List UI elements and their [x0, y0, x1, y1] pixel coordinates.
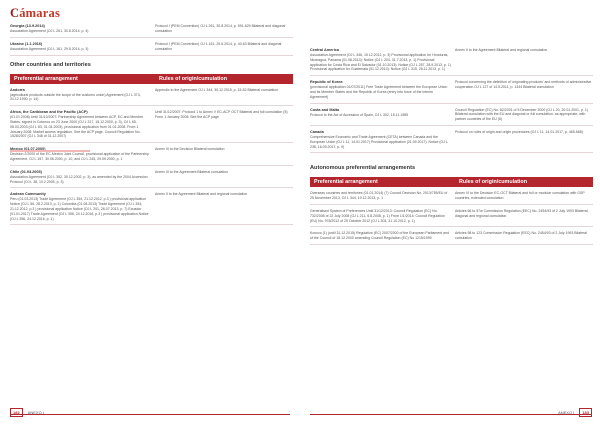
table-row [310, 76, 593, 103]
left-table-header [10, 74, 293, 84]
left-table-body [10, 84, 293, 226]
arrangement-cell [310, 108, 451, 122]
arrangement-cell [10, 170, 151, 185]
rules-cell [455, 191, 593, 201]
country-name: Central America [310, 48, 339, 52]
page-number-right: 183 [579, 408, 592, 417]
arrangement-text: (agricultural products outside the scope of the customs union) Agreement (OJ L 374, 31.12.1990, p. 14) [10, 92, 141, 102]
left-column [10, 20, 293, 225]
arrangement-text: Overseas countries and territories (01.01.2014) (7) Council Decision No. 2013/755/EU of 25 November 2013, OJ L 344, 19.12.2013, p. 1 [310, 191, 448, 201]
rules-cell [155, 192, 293, 221]
arrangement-cell [10, 24, 151, 34]
footer-rule-right [310, 414, 592, 415]
rules-cell [155, 42, 293, 52]
footer-label-right: ANEXO I [558, 410, 575, 415]
right-header-arrangement: Preferential arrangement [314, 179, 378, 186]
rules-cell [455, 130, 593, 149]
rules-text: Council Regulation (EC) No. 82/2001 of 5 December 2000 (OJ L 20, 20.01.2001, p. 1) Bilateral cumulation with the EU and diagonal or full cumulation, as appropriate, with partner countries of the EU (6) [455, 107, 588, 122]
right-table-header [310, 177, 593, 187]
page-number-left: 182 [10, 408, 23, 417]
table-row [310, 187, 593, 205]
rules-text: Annex VI to the Decision EC-OCT Bilateral and full or modular cumulation with GSP countries, extended cumulation [455, 191, 585, 201]
right-table-body-2 [310, 187, 593, 245]
right-table-body [310, 44, 593, 153]
arrangement-cell [10, 192, 151, 221]
table-row [310, 126, 593, 153]
table-row [10, 188, 293, 225]
rules-text: Protocol I (PEM Convention) OJ L 261, 30.8.2014, p. 591-629 Bilateral and diagonal cumulation [155, 24, 286, 33]
rules-text: Articles 66 to 97w Commission Regulation (EEC) No. 2454/93 of 2 July 1993 Bilateral, diagonal and regional cumulation [455, 208, 589, 218]
arrangement-text: Association Agreement (OJ L 161, 29.5.2014, p. 3) [10, 46, 89, 51]
arrangement-cell [310, 80, 451, 99]
rules-cell [455, 209, 593, 223]
country-name: Ukraine (1.1.2016) [10, 41, 43, 46]
rules-text: Annex II to the Agreement Bilateral and regional cumulation [155, 192, 248, 197]
rules-text: Protocol I (PEM Convention) OJ L 161, 29.5.2014, p. 40-63 Bilateral and diagonal cumulation [155, 41, 282, 51]
arrangement-text: Association Agreement (OJ L 261, 30.8.2014, p. 4) [10, 29, 89, 33]
table-row [310, 227, 593, 245]
country-name: Andean Community [10, 192, 46, 197]
rules-cell [455, 108, 593, 122]
footer-label-left: ANEXO I [27, 410, 44, 415]
footer-right [558, 408, 592, 417]
rules-text: Protocol on rules of origin and origin procedures (OJ L 11, 14.01.2017, p. 465-568) [455, 129, 583, 134]
country-name: Republic of Korea [310, 80, 343, 85]
table-row [10, 38, 293, 56]
table-row [10, 20, 293, 38]
rules-text: Annex II to the Agreement Bilateral and regional cumulation [455, 48, 548, 52]
arrangement-cell [310, 191, 451, 201]
arrangement-text: Association Agreement (OJ L 346, 15.12.2012, p. 3) Provisional application for Honduras, Nicaragua, Panama (01.08.2013): Notice (OJ L 204, 31.7.2013, p. 1) Provisional application for Costa Rica and El Salvador (01.10.2013): Notice (OJ L 257, 28.9.2013, p. 1) Provisional application for Guatemala (01.12.2013): Notice (OJ L 315, 26.11.2013, p. 1) [310, 53, 451, 72]
table-row [10, 106, 293, 143]
country-name: Chile (01.03.2005) [10, 169, 42, 174]
arrangement-cell [310, 231, 451, 241]
country-name: Costa and Malta [310, 107, 340, 112]
rules-cell [155, 88, 293, 103]
rules-text: Appendix to the Agreement OJ L 344, 30.12.2015, p. 15-52 Bilateral cumulation [155, 87, 279, 92]
country-name: Canada [310, 129, 324, 134]
rules-text: Protocol concerning the definition of 'originating products' and methods of administrative cooperation OJ L 127 of 14.5.2011, p. 1344 Bilateral cumulation [455, 80, 592, 89]
arrangement-text: (01.01.2008) Until 31/12/2007: Partnership Agreement between ACP, EC and Member States, signed in Cotonou on 23 June 2000 (OJ L 317, 15.12.2000, p. 3), OJ L 65, 08.03.2003 (OJ L 83, 01.04.2003), provisional application from 01.01.2008. From 1 January 2008: Market access regulation. See the ACP page. Council Regulation No. 1528/2007 (OJ L 348 of 31.12.2007) [10, 115, 144, 139]
arrangement-text: Association Agreement (OJ L 352, 30.12.2002, p. 3), as amended by the 2004 Accession Protocol (OJ L 38, 10.2.2005, p. 3) [10, 174, 148, 184]
arrangement-text: Decision 2/2000 of the EC-Mexico Joint Council, provisional application of the Partnership Agreement, OJ L 157, 30.06.2000, p. 10, and OJ L 245, 29.09.2000, p. 1 [10, 152, 149, 161]
arrangement-cell [310, 130, 451, 149]
country-name: Georgia (13.9.2014) [10, 24, 45, 28]
table-row [10, 166, 293, 189]
rules-cell [155, 110, 293, 139]
footer-rule-left [10, 414, 290, 415]
table-row [310, 104, 593, 126]
rules-cell [455, 48, 593, 72]
rules-text: Annex III to the Agreement Bilateral cumulation [155, 169, 228, 174]
rules-cell [455, 80, 593, 99]
arrangement-text: Protocol to the Act of Accession of Spain, OJ L 302, 15.11.1985 [310, 112, 409, 117]
highlight-bar [10, 150, 90, 152]
arrangement-cell [310, 209, 451, 223]
footer-left [10, 408, 44, 417]
right-column [310, 44, 593, 245]
table-row [310, 205, 593, 227]
left-top-table [10, 20, 293, 56]
arrangement-text: Peru (01.03.2013) Trade Agreement (OJ L 354, 21.12.2012, p.3 ) provisional application Notice (OJ L 56, 28.2.2013, p. 1) Colombia (01.08.2013) Trade Agreement (OJ L 354, 21.12.2012, p.3 ) provisional application Notice (OJ L 201, 26.07.2013, p. 7) Ecuador (01.01.2017) Trade Agreement (OJ L 356, 24.12.2016, p.3 ) provisional application Notice (OJ L 356, 24.12.2016, p. 1) [10, 197, 149, 221]
left-header-arrangement: Preferential arrangement [14, 75, 78, 82]
brand-logo-text: Cámaras [10, 5, 61, 20]
rules-text: Annex III to the Decision Bilateral cumulation [155, 147, 225, 152]
left-section-title: Other countries and territories [10, 61, 91, 68]
rules-cell [155, 170, 293, 185]
arrangement-cell [10, 42, 151, 52]
right-header-rules: Rules of origin/cumulation [459, 179, 527, 186]
brand-logo [10, 5, 60, 21]
rules-text: Articles 98 to 123 Commission Regulation (EEC) No. 2454/93 of 2 July 1993 Bilateral cumulation [455, 231, 587, 241]
rules-cell [155, 147, 293, 162]
country-name: Africa, the Caribbean and the Pacific (ACP) [10, 110, 88, 115]
left-header-rules: Rules of origin/cumulation [159, 75, 227, 82]
arrangement-text: Generalised System of Preferences Until 31/12/2013: Council Regulation (EC) No. 732/2008 of 22 July 2008 (OJ L 211, 6.8.2008, p. 1) From 1/1/2014: Council Regulation (EU) No. 978/2012 of 25 October 2012 (OJ L 303, 31.10.2012, p. 1) [310, 208, 445, 223]
rules-cell [455, 231, 593, 241]
right-section-title: Autonomous preferential arrangements [310, 165, 416, 172]
arrangement-cell [10, 110, 151, 139]
table-row [10, 143, 293, 166]
table-row [10, 84, 293, 107]
arrangement-text: (provisional application 01/07/2011) Free Trade Agreement between the European Union and its Member States and the Republic of Korea (entry into force of the interim Agreement) [310, 85, 448, 99]
arrangement-text: Comprehensive Economic and Trade Agreement (CETA) between Canada and the European Union (OJ L 11, 14.01.2017) Provisional application (21.09.2017): Notice (OJ L 238, 16.09.2017, p. 9) [310, 134, 448, 149]
arrangement-cell [10, 88, 151, 103]
rules-text: Until 31/12/2007: Protocol 1 to Annex V EC-ACP OCT Bilateral and full cumulation (5) From 1 January 2008: See the ACP page [155, 110, 288, 119]
rules-cell [155, 24, 293, 34]
arrangement-text: Kosovo (1) (until 31.12.2015) Regulation (EC) 2007/2000 of the European Parliament and of the Council of 18.12.2000 amending Council Regulation (EC) No 1215/1999 [310, 231, 449, 241]
table-row [310, 44, 593, 76]
country-name: Andorra [10, 87, 25, 92]
arrangement-cell [310, 48, 451, 72]
